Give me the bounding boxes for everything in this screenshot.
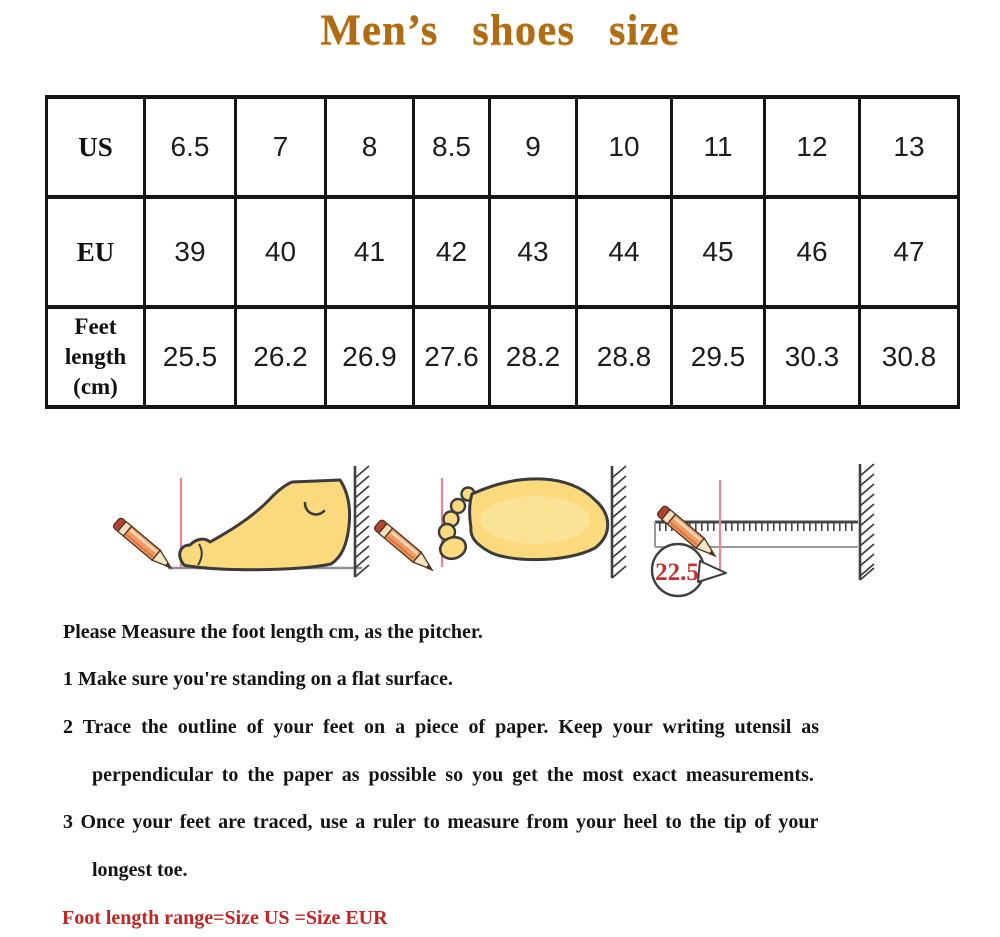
size-table-cell: 28.2 (490, 307, 577, 407)
foot-side-icon (180, 480, 350, 570)
size-table-cell: 8 (326, 97, 414, 197)
ruler-illustration (652, 464, 874, 596)
wall-icon (355, 466, 369, 577)
size-table-cell: 47 (860, 197, 959, 307)
wall-icon (612, 466, 626, 578)
measurement-value: 22.5 (655, 559, 699, 586)
size-table-cell: 40 (236, 197, 326, 307)
size-table-cell: 46 (765, 197, 860, 307)
size-table-cell: 41 (326, 197, 414, 307)
size-table-cell: 9 (490, 97, 577, 197)
instruction-step3-line2: longest toe. (92, 859, 188, 881)
size-table-cell: 25.5 (145, 307, 236, 407)
size-table-cell: 44 (577, 197, 672, 307)
instruction-step3-line1: 3 Once your feet are traced, use a ruler to measure from your heel to the tip of your (63, 811, 819, 833)
page-title: Men’s shoes size (320, 7, 680, 54)
size-table-cell: 39 (145, 197, 236, 307)
foot-top-icon (437, 479, 607, 562)
size-table-cell: 8.5 (414, 97, 490, 197)
instruction-step2-line2: perpendicular to the paper as possible so you get the most exact measurements. (92, 764, 814, 786)
size-table-row-label: Feet length (cm) (47, 307, 145, 407)
size-table-cell: 27.6 (414, 307, 490, 407)
size-table-cell: 12 (765, 97, 860, 197)
foot-side-illustration (112, 466, 369, 577)
size-table-cell: 29.5 (672, 307, 765, 407)
size-table-cell: 26.2 (236, 307, 326, 407)
size-table-cell: 43 (490, 197, 577, 307)
pencil-icon (373, 519, 437, 575)
pencil-icon (112, 517, 176, 573)
size-table-cell: 11 (672, 97, 765, 197)
size-table-cell: 30.8 (860, 307, 959, 407)
size-table-cell: 30.3 (765, 307, 860, 407)
instruction-intro: Please Measure the foot length cm, as the pitcher. (63, 621, 483, 643)
size-table-row-label: EU (47, 197, 145, 307)
size-table-row-label: US (47, 97, 145, 197)
instruction-step1: 1 Make sure you're standing on a flat surface. (63, 668, 453, 690)
foot-length-note: Foot length range=Size US =Size EUR (62, 907, 388, 929)
wall-icon (860, 464, 874, 580)
size-table-cell: 28.8 (577, 307, 672, 407)
size-table-cell: 26.9 (326, 307, 414, 407)
foot-top-illustration (373, 466, 626, 578)
size-table-cell: 6.5 (145, 97, 236, 197)
size-table-cell: 13 (860, 97, 959, 197)
size-table-cell: 42 (414, 197, 490, 307)
instruction-step2-line1: 2 Trace the outline of your feet on a piece of paper. Keep your writing utensil as (63, 716, 820, 738)
size-table-cell: 45 (672, 197, 765, 307)
size-table-cell: 7 (236, 97, 326, 197)
size-table-cell: 10 (577, 97, 672, 197)
